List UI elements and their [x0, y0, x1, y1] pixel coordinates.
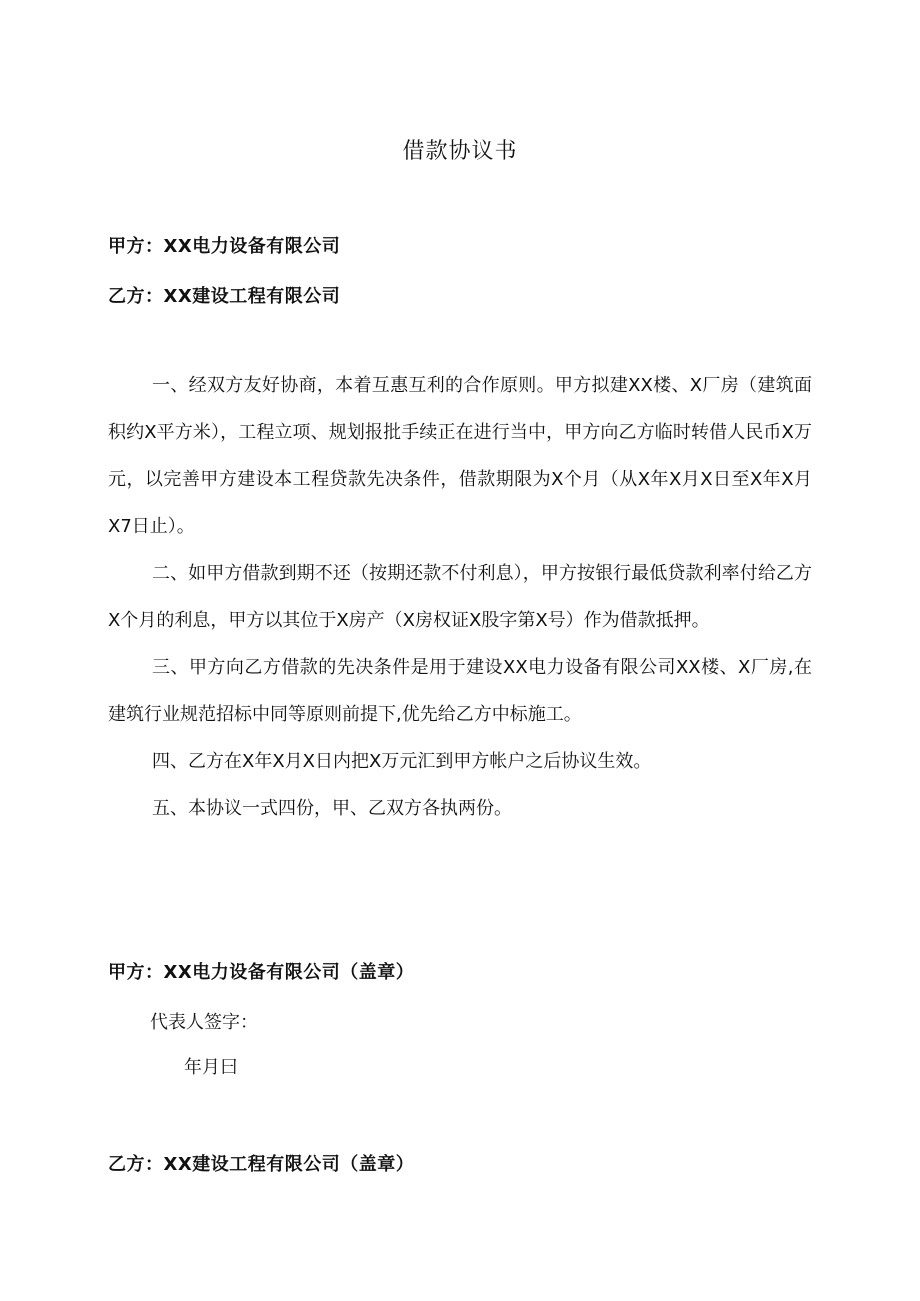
- signature-a-party: 甲方：XX电力设备有限公司（盖章）: [108, 962, 415, 983]
- clause-1: 一、经双方友好协商，本着互惠互利的合作原则。甲方拟建XX楼、X厂房（建筑面积约X平方米），工程立项、规划报批手续正在进行当中，甲方向乙方临时转借人民币X万元，以完善甲方建设本工程贷款先决条件，借款期限为X个月（从X年X月X日至X年X月X7日止）。: [108, 375, 812, 537]
- document-title: 借款协议书: [402, 139, 518, 164]
- clause-3: 三、甲方向乙方借款的先决条件是用于建设XX电力设备有限公司XX楼、X厂房,在建筑行业规范招标中同等原则前提下,优先给乙方中标施工。: [108, 657, 812, 725]
- signature-a-date: 年月曰: [184, 1057, 238, 1078]
- party-b-heading: 乙方：XX建设工程有限公司: [108, 286, 341, 307]
- party-a-heading: 甲方：XX电力设备有限公司: [108, 236, 341, 257]
- clause-2: 二、如甲方借款到期不还（按期还款不付利息），甲方按银行最低贷款利率付给乙方X个月的利息，甲方以其位于X房产（X房权证X股字第X号）作为借款抵押。: [108, 563, 812, 631]
- clause-5: 五、本协议一式四份，甲、乙双方各执两份。: [152, 798, 512, 819]
- signature-b-party: 乙方：XX建设工程有限公司（盖章）: [108, 1154, 415, 1175]
- clauses-section: [108, 362, 812, 832]
- signature-a-representative: 代表人签字：: [150, 1012, 258, 1033]
- clause-4: 四、乙方在X年X月X日内把X万元汇到甲方帐户之后协议生效。: [152, 751, 652, 772]
